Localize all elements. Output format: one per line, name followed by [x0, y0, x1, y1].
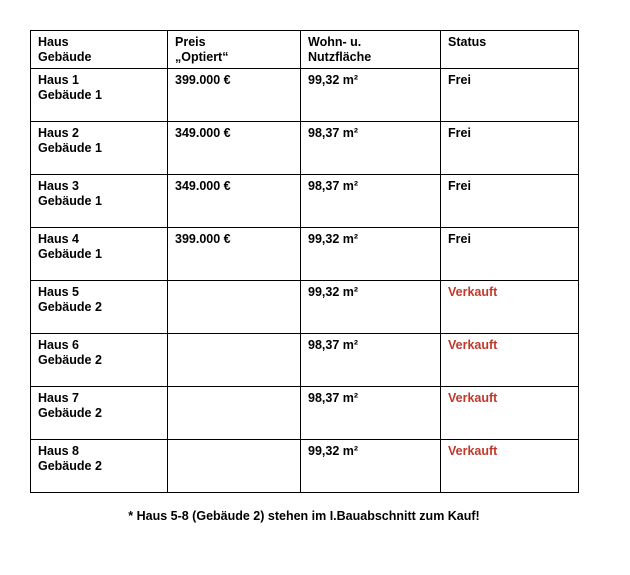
table-row — [31, 387, 579, 440]
column-header-status — [441, 31, 579, 69]
column-header-haus — [31, 31, 168, 69]
cell-haus-building: Gebäude 2 — [38, 353, 102, 367]
cell-flaeche — [301, 387, 441, 440]
status-badge: Verkauft — [448, 338, 498, 352]
cell-flaeche-value: 98,37 m² — [308, 179, 359, 193]
cell-flaeche — [301, 175, 441, 228]
cell-status — [441, 69, 579, 122]
cell-haus-name: Haus 1 — [38, 73, 79, 87]
cell-preis — [168, 387, 301, 440]
cell-haus-building: Gebäude 1 — [38, 141, 102, 155]
status-badge: Frei — [448, 232, 471, 246]
cell-flaeche — [301, 228, 441, 281]
cell-haus — [31, 175, 168, 228]
cell-haus-name: Haus 2 — [38, 126, 79, 140]
table-footnote: * Haus 5-8 (Gebäude 2) stehen im I.Bauabschnitt zum Kauf! — [128, 509, 480, 523]
cell-haus-name: Haus 7 — [38, 391, 79, 405]
column-header-flaeche-line1: Wohn- u. — [308, 35, 362, 49]
cell-haus-building: Gebäude 2 — [38, 300, 102, 314]
cell-preis-value: 349.000 € — [175, 126, 231, 140]
status-badge: Frei — [448, 126, 471, 140]
cell-flaeche — [301, 122, 441, 175]
cell-preis — [168, 175, 301, 228]
status-badge: Frei — [448, 73, 471, 87]
cell-haus-name: Haus 3 — [38, 179, 79, 193]
cell-preis-value: 349.000 € — [175, 179, 231, 193]
cell-haus-name: Haus 5 — [38, 285, 79, 299]
cell-preis-value: 399.000 € — [175, 73, 231, 87]
table-header-row — [31, 31, 579, 69]
house-price-table — [30, 30, 579, 493]
cell-preis — [168, 69, 301, 122]
cell-flaeche-value: 99,32 m² — [308, 232, 359, 246]
status-badge: Verkauft — [448, 285, 498, 299]
cell-status — [441, 387, 579, 440]
table-header — [31, 31, 579, 69]
status-badge: Verkauft — [448, 444, 498, 458]
table-row — [31, 334, 579, 387]
cell-preis — [168, 281, 301, 334]
column-header-status-line1: Status — [448, 35, 487, 49]
table-body — [31, 69, 579, 493]
cell-flaeche-value: 98,37 m² — [308, 126, 359, 140]
cell-status — [441, 440, 579, 493]
cell-haus — [31, 387, 168, 440]
table-row — [31, 281, 579, 334]
column-header-preis-line1: Preis — [175, 35, 206, 49]
cell-flaeche — [301, 69, 441, 122]
cell-preis — [168, 440, 301, 493]
cell-haus-building: Gebäude 1 — [38, 247, 102, 261]
cell-status — [441, 175, 579, 228]
cell-flaeche — [301, 334, 441, 387]
cell-haus-building: Gebäude 1 — [38, 194, 102, 208]
table-row — [31, 228, 579, 281]
cell-haus-name: Haus 4 — [38, 232, 79, 246]
cell-haus — [31, 228, 168, 281]
status-badge: Frei — [448, 179, 471, 193]
cell-haus-building: Gebäude 1 — [38, 88, 102, 102]
cell-haus — [31, 122, 168, 175]
column-header-haus-line1: Haus — [38, 35, 69, 49]
cell-status — [441, 281, 579, 334]
column-header-haus-line2: Gebäude — [38, 50, 92, 64]
cell-status — [441, 122, 579, 175]
cell-haus — [31, 281, 168, 334]
cell-flaeche-value: 98,37 m² — [308, 391, 359, 405]
cell-flaeche-value: 99,32 m² — [308, 73, 359, 87]
column-header-flaeche-line2: Nutzfläche — [308, 50, 372, 64]
cell-status — [441, 334, 579, 387]
cell-haus-name: Haus 6 — [38, 338, 79, 352]
cell-preis — [168, 228, 301, 281]
status-badge: Verkauft — [448, 391, 498, 405]
cell-flaeche-value: 99,32 m² — [308, 285, 359, 299]
column-header-preis-line2: „Optiert“ — [175, 50, 229, 64]
cell-haus — [31, 334, 168, 387]
column-header-preis — [168, 31, 301, 69]
cell-flaeche-value: 99,32 m² — [308, 444, 359, 458]
cell-haus — [31, 69, 168, 122]
cell-haus-name: Haus 8 — [38, 444, 79, 458]
table-row — [31, 175, 579, 228]
cell-status — [441, 228, 579, 281]
cell-flaeche — [301, 440, 441, 493]
cell-haus-building: Gebäude 2 — [38, 459, 102, 473]
cell-preis — [168, 334, 301, 387]
table-row — [31, 440, 579, 493]
table-row — [31, 69, 579, 122]
column-header-flaeche — [301, 31, 441, 69]
cell-haus-building: Gebäude 2 — [38, 406, 102, 420]
cell-haus — [31, 440, 168, 493]
cell-flaeche-value: 98,37 m² — [308, 338, 359, 352]
cell-flaeche — [301, 281, 441, 334]
cell-preis-value: 399.000 € — [175, 232, 231, 246]
cell-preis — [168, 122, 301, 175]
table-row — [31, 122, 579, 175]
